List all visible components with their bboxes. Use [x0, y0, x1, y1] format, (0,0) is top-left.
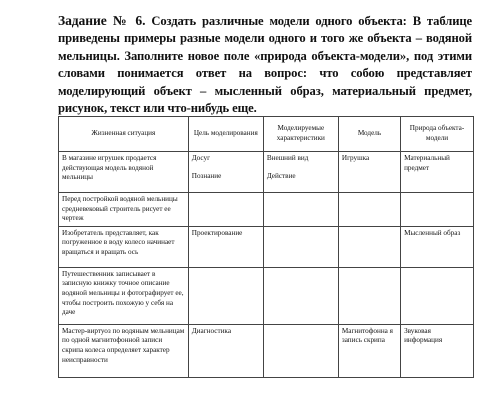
cell-features-b: Действие: [266, 171, 296, 180]
cell-goal: Диагностика: [188, 324, 263, 377]
cell-features-a: Внешний вид: [266, 154, 309, 162]
header-model: Модель: [338, 117, 400, 152]
cell-features: [263, 267, 338, 324]
task-number: Задание № 6.: [58, 13, 146, 28]
cell-situation: Путешественник записывает в записную книжку точное описание водяной мельницы и фотографирует ее, чтобы построить похожую у себя на даче: [59, 267, 189, 324]
cell-nature: Звуковая информация: [401, 324, 474, 377]
cell-goal-a: Досуг: [191, 154, 211, 162]
cell-features: [263, 324, 338, 377]
cell-nature: Материальный предмет: [401, 152, 474, 193]
header-situation: Жизненная ситуация: [59, 117, 189, 152]
table-row: [59, 267, 474, 324]
cell-goal: [188, 193, 263, 227]
table-row: [59, 324, 474, 377]
task-statement: [58, 12, 472, 117]
table-row: [59, 226, 474, 267]
cell-nature: [401, 193, 474, 227]
cell-goal: Проектирование: [188, 226, 263, 267]
cell-situation: В магазине игрушек продается действующая модель водяной мельницы: [59, 152, 189, 193]
cell-goal: [188, 267, 263, 324]
cell-situation: Мастер-виртуоз по водяным мельницам по одной магнитофонной записи скрипа колеса определяет характер неисправности: [59, 324, 189, 377]
cell-goal-b: Познание: [191, 171, 222, 180]
table-row: [59, 193, 474, 227]
table-header-row: [59, 117, 474, 152]
table-row: [59, 152, 474, 193]
task-text: Создать различные модели одного объекта: В таблице приведены примеры разные модели одного и того же объекта – водяной мельницы. Заполните новое поле «природа объекта-модели», под этими словами понимается ответ на вопрос: что собою представляет моделирующий объект – мысленный образ, материальный предмет, рисунок, текст или что-нибудь еще.: [58, 14, 473, 116]
header-nature: Природа объекта-модели: [401, 117, 474, 152]
cell-goal: [188, 152, 263, 193]
models-table: [58, 116, 474, 378]
cell-model: Магнитофонна я запись скрипа: [338, 324, 400, 377]
cell-nature: [401, 267, 474, 324]
cell-features: [263, 193, 338, 227]
cell-nature: Мысленный образ: [401, 226, 474, 267]
cell-features: [263, 226, 338, 267]
cell-model: [338, 267, 400, 324]
header-goal: Цель моделирования: [188, 117, 263, 152]
header-features: Моделируемые характеристики: [263, 117, 338, 152]
cell-features: [263, 152, 338, 193]
cell-model: Игрушка: [338, 152, 400, 193]
cell-situation: Изобретатель представляет, как погруженное в воду колесо начинает вращаться и вращать ось: [59, 226, 189, 267]
cell-model: [338, 193, 400, 227]
cell-situation: Перед постройкой водяной мельницы средневековый строитель рисует ее чертеж: [59, 193, 189, 227]
cell-model: [338, 226, 400, 267]
